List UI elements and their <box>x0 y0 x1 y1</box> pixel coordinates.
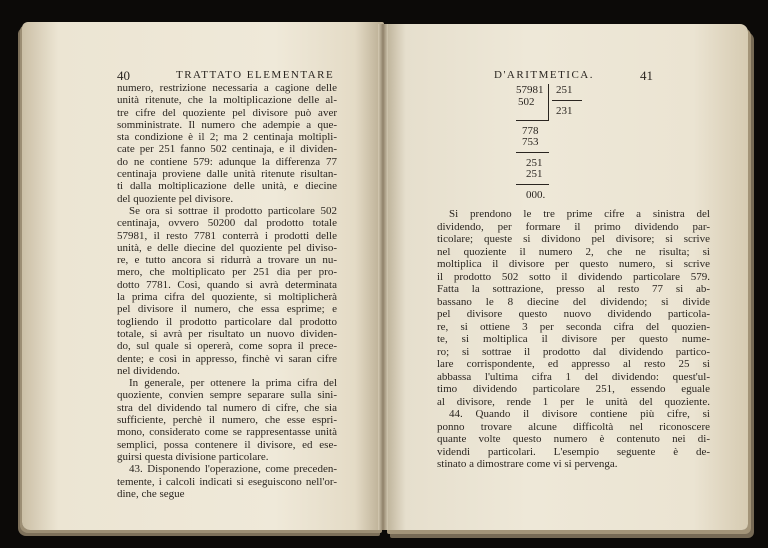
text-line: dine, che segue <box>117 487 185 500</box>
text-line: totale, si avrà per risultato un nuovo dividen- <box>117 327 337 340</box>
text-line: ti dalla moltiplicazione delle unità, e diecine <box>117 180 337 193</box>
text-line: ticolare; queste si dividono pel divisore; si scrive <box>437 233 710 245</box>
text-line: sufficiente, perchè il numero, che esse espri- <box>117 414 337 427</box>
text-line: dente; e così in appresso, finchè vi saran cifre <box>117 352 337 365</box>
division-step3-dividend: 251 <box>526 157 543 169</box>
running-head-right: D'ARITMETICA. <box>494 69 595 81</box>
text-line: In generale, per ottenere la prima cifra del <box>129 377 337 390</box>
right-page-text <box>437 208 710 471</box>
text-line: stinato a dimostrare come vi si pervenga. <box>437 458 618 470</box>
text-line: 57981, il resto 7781 conterrà i prodotti delle <box>117 229 337 242</box>
text-line: mono, considerato come se rappresentasse unità <box>117 426 337 439</box>
text-line: nel dividendo. <box>117 364 180 377</box>
text-line: lare corrispondente, ed appresso al resto 25 si <box>437 358 710 370</box>
text-line: Fatta la sottrazione, presso al resto 77 si ab- <box>437 283 710 295</box>
text-line: quoziente, convien sempre separare sulla sini- <box>117 389 337 402</box>
rule-3 <box>516 184 549 185</box>
text-line: videndi particolari. L'esempio seguente è de- <box>437 445 710 458</box>
text-line: re, e tutto ancora si ridurrà a trovare un nu- <box>117 254 337 267</box>
text-line: pel divisore questo nuovo dividendo particola- <box>437 308 710 320</box>
page-number-left: 40 <box>117 68 130 83</box>
text-line: unità, e delle diecine del quoziente pel diviso- <box>117 241 337 254</box>
division-quotient: 231 <box>556 105 573 117</box>
rule-2 <box>516 152 549 153</box>
text-line: pel divisore il numero, che essa esprime; e <box>117 303 337 316</box>
division-bar <box>548 84 549 120</box>
text-line: la prima cifra del quoziente, si moltiplicherà <box>117 291 337 304</box>
division-dividend: 57981 <box>516 84 544 96</box>
text-line: 44. Quando il divisore contiene più cifre, si <box>449 408 710 420</box>
running-head-left: TRATTATO ELEMENTARE <box>176 69 335 81</box>
text-line: do ne contiene 579: adunque la differenza 77 <box>117 155 337 168</box>
text-line: nel quoziente il numero 2, che ne risulta; si <box>437 245 710 258</box>
text-line: timo dividendo particolare 251, essendo eguale <box>437 383 710 395</box>
text-line: cate per 251 fanno 502 centinaja, e il dividen- <box>117 143 337 156</box>
left-page-text <box>117 82 337 500</box>
text-line: temente, i calcoli indicati si eseguiscono nell'or- <box>117 475 337 488</box>
text-line: unità ritenute, che la moltiplicazione delle al- <box>117 94 337 107</box>
text-line: Se ora si sottrae il prodotto particolare 502 <box>129 204 337 217</box>
text-line: centinaja proviene dalle unità ritenute risultan- <box>117 168 337 181</box>
division-step2-dividend: 778 <box>522 125 539 137</box>
division-divisor: 251 <box>556 84 573 96</box>
text-line: moltiplica il divisore per questo numero, si scrive <box>437 258 710 270</box>
text-line: dividendo, per formare il primo dividendo par- <box>437 220 710 233</box>
text-line: centinaja, ovvero 50200 dal prodotto totale <box>117 217 337 230</box>
text-line: semplici, possa contenere il divisore, ed ese- <box>117 438 337 451</box>
text-line: il prodotto 502 sotto il dividendo particolare 579. <box>437 270 710 283</box>
text-line: numero, restrizione necessaria a cagione delle <box>117 82 337 94</box>
text-line: bassano le 8 diecine del dividendo; si divide <box>437 295 710 308</box>
division-step3-product: 251 <box>526 168 543 180</box>
text-line: al divisore, rende 1 per le unità del quoziente. <box>437 395 710 408</box>
text-line: guirsi questa divisione particolare. <box>117 450 269 463</box>
text-line: del quoziente pel divisore. <box>117 192 234 205</box>
text-line: ponno trovare alcune difficoltà nel riconoscere <box>437 420 710 433</box>
text-line: quante volte questo numero è contenuto nei di- <box>437 433 710 445</box>
text-line: dotto 7781. Così, quando si avrà determinata <box>117 278 337 291</box>
text-line: ro; si sottrae il prodotto dal dividendo partico- <box>437 345 710 358</box>
book-gutter <box>378 24 388 530</box>
divisor-rule <box>552 100 582 101</box>
division-remainder: 000. <box>526 189 546 201</box>
text-line: togliendo il prodotto particolare dal prodotto <box>117 315 337 328</box>
division-step1-product: 502 <box>518 96 535 108</box>
text-line: stra del dividendo tal numero di cifre, che sia <box>117 401 337 414</box>
text-line: te, si moltiplica il divisore per questo nume- <box>437 333 710 345</box>
text-line: sta condizione è il 2; ma 2 centinaja moltipli- <box>117 131 337 144</box>
text-line: mero, che moltiplicato per 251 dia per pro- <box>117 266 337 279</box>
rule-1 <box>516 120 549 121</box>
text-line: abbassa l'ultima cifra 1 del dividendo: quest'ul- <box>437 370 710 383</box>
text-line: tre cifre del quoziente pel divisore può aver <box>117 106 337 119</box>
text-line: re, si ottiene 3 per seconda cifra del quozien- <box>437 320 710 333</box>
text-line: Si prendono le tre prime cifre a sinistra del <box>449 208 710 220</box>
page-number-right: 41 <box>640 68 653 83</box>
text-line: do, sul quale si opererà, come sopra il prece- <box>117 340 337 353</box>
text-line: somministrate. Il numero che adempie a que- <box>117 118 337 131</box>
division-step2-product: 753 <box>522 136 539 148</box>
text-line: 43. Disponendo l'operazione, come preceden- <box>129 463 337 476</box>
